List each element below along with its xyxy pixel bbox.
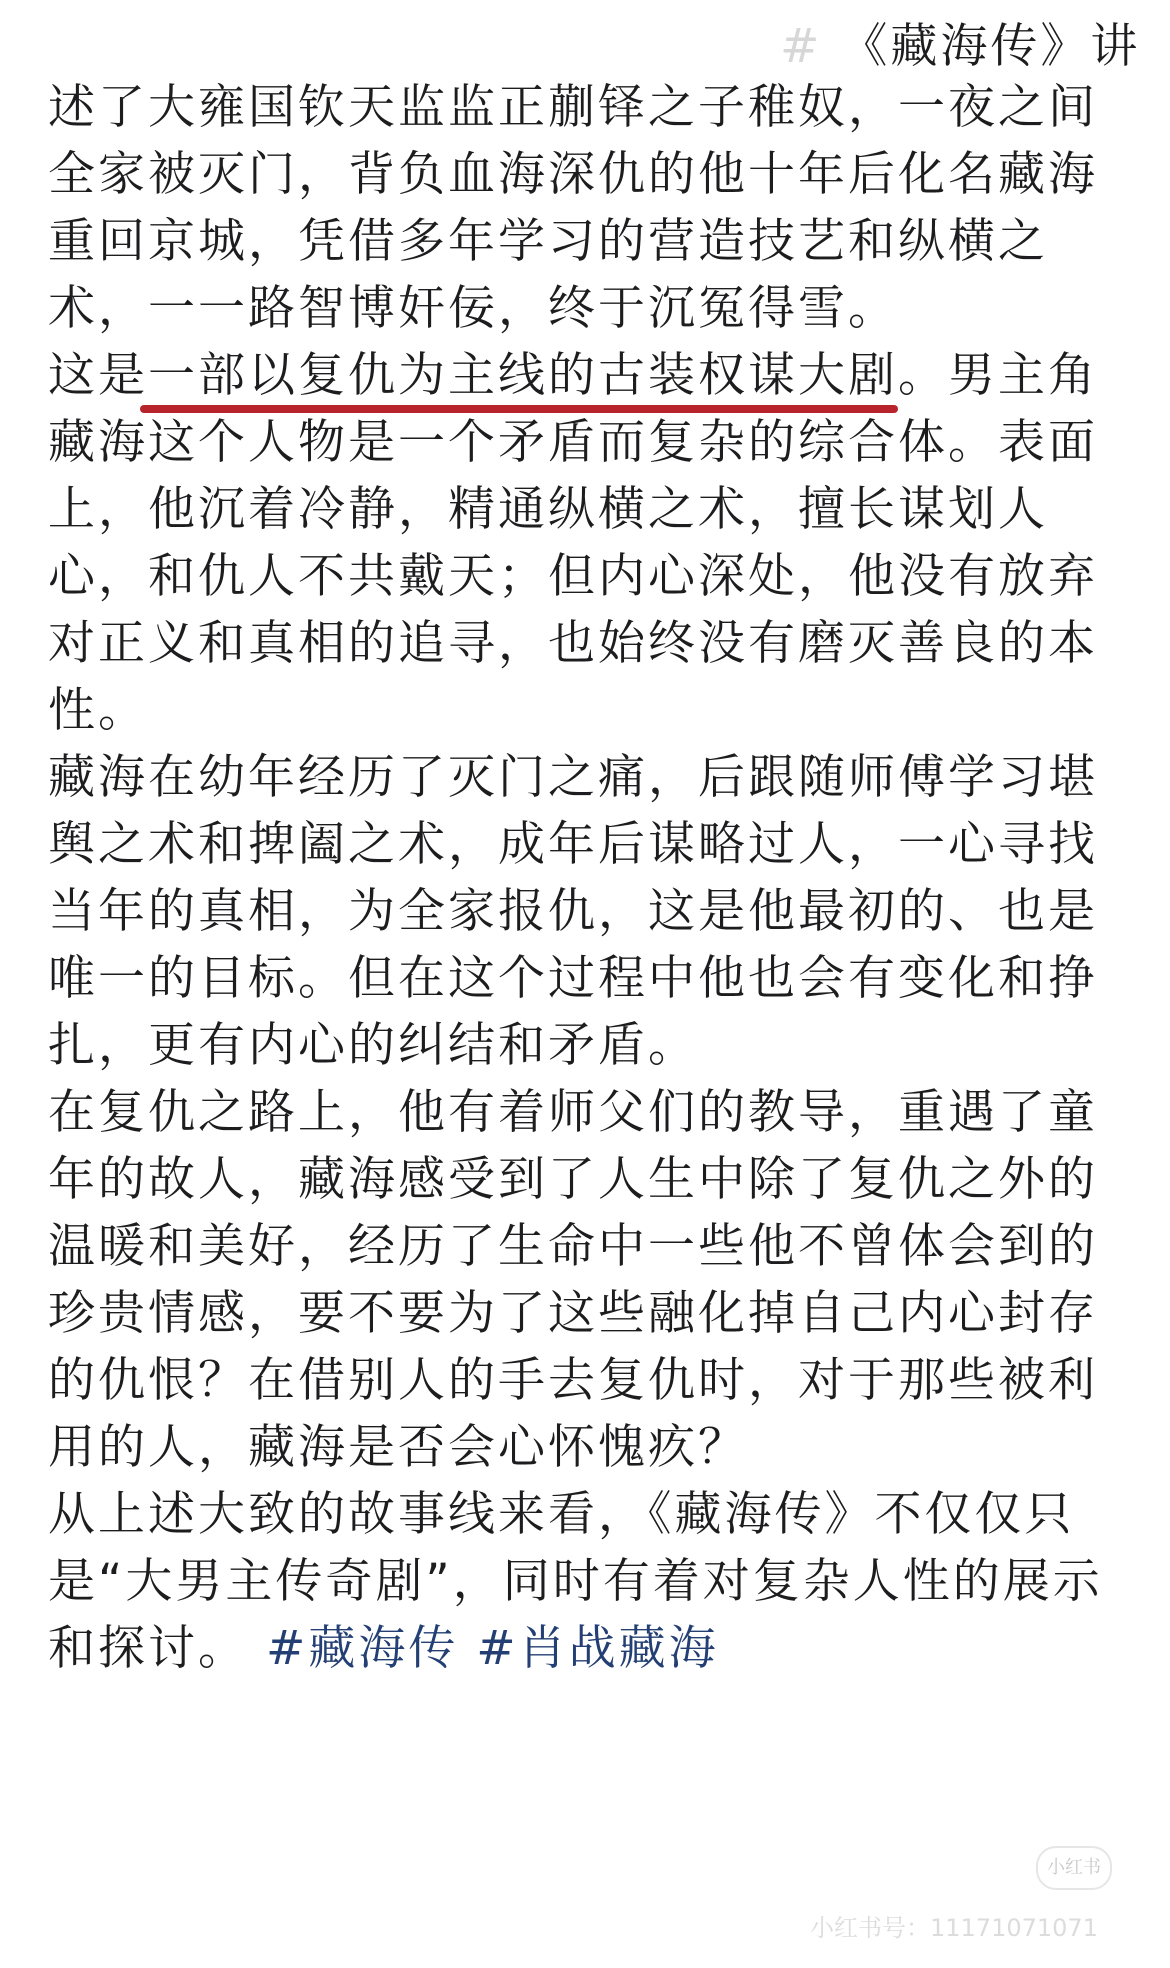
- text-line-2: 全家被灭门，背负血海深仇的他十年后化名藏海: [48, 147, 1098, 202]
- last-line: [48, 1610, 1128, 1688]
- text-line-18: 温暖和美好，经历了生命中一些他不曾体会到的: [48, 1219, 1098, 1274]
- highlight-after: 。男主角: [898, 348, 1098, 403]
- text-line-21: 用的人，藏海是否会心怀愧疚？: [48, 1420, 748, 1475]
- hash-icon: #: [780, 19, 823, 74]
- text-line-14: 唯一的目标。但在这个过程中他也会有变化和挣: [48, 951, 1098, 1006]
- text-line-1: 述了大雍国钦天监监正蒯铎之子稚奴，一夜之间: [48, 80, 1098, 135]
- last-line-text: 和探讨。: [48, 1621, 248, 1676]
- topic-tag-xiaozhan-zanghai[interactable]: #肖战藏海: [476, 1621, 719, 1676]
- text-line-22: 从上述大致的故事线来看，《藏海传》不仅仅只: [48, 1487, 1075, 1542]
- text-line-9: 对正义和真相的追寻，也始终没有磨灭善良的本: [48, 616, 1098, 671]
- text-line-3: 重回京城，凭借多年学习的营造技艺和纵横之: [48, 214, 1048, 269]
- text-line-13: 当年的真相，为全家报仇，这是他最初的、也是: [48, 884, 1098, 939]
- text-line-6: 藏海这个人物是一个矛盾而复杂的综合体。表面: [48, 415, 1098, 470]
- text-line-7: 上，他沉着冷静，精通纵横之术，擅长谋划人: [48, 482, 1048, 537]
- text-line-8: 心，和仇人不共戴天；但内心深处，他没有放弃: [48, 549, 1098, 604]
- highlight-before: 这是: [48, 348, 148, 403]
- text-line-23: 是“大男主传奇剧”，同时有着对复杂人性的展示: [48, 1554, 1103, 1609]
- watermark-badge: 小红书: [1036, 1846, 1112, 1890]
- watermark-id: 小红书号：11171071071: [810, 1914, 1098, 1942]
- text-line-20: 的仇恨？在借别人的手去复仇时，对于那些被利: [48, 1353, 1098, 1408]
- text-line-4: 术，一一路智博奸佞，终于沉冤得雪。: [48, 281, 898, 336]
- topic-tag-zanghaizhuan[interactable]: #藏海传: [265, 1621, 459, 1676]
- text-line-10: 性。: [48, 683, 148, 738]
- title-text: 《藏海传》讲: [840, 19, 1141, 74]
- text-line-12: 舆之术和捭阖之术，成年后谋略过人，一心寻找: [48, 817, 1098, 872]
- text-line-16: 在复仇之路上，他有着师父们的教导，重遇了童: [48, 1085, 1098, 1140]
- text-line-19: 珍贵情感，要不要为了这些融化掉自己内心封存: [48, 1286, 1098, 1341]
- underlined-phrase-text: 一部以复仇为主线的古装权谋大剧: [148, 348, 898, 403]
- text-line-17: 年的故人，藏海感受到了人生中除了复仇之外的: [48, 1152, 1098, 1207]
- text-line-11: 藏海在幼年经历了灭门之痛，后跟随师傅学习堪: [48, 750, 1098, 805]
- text-line-15: 扎，更有内心的纠结和矛盾。: [48, 1018, 698, 1073]
